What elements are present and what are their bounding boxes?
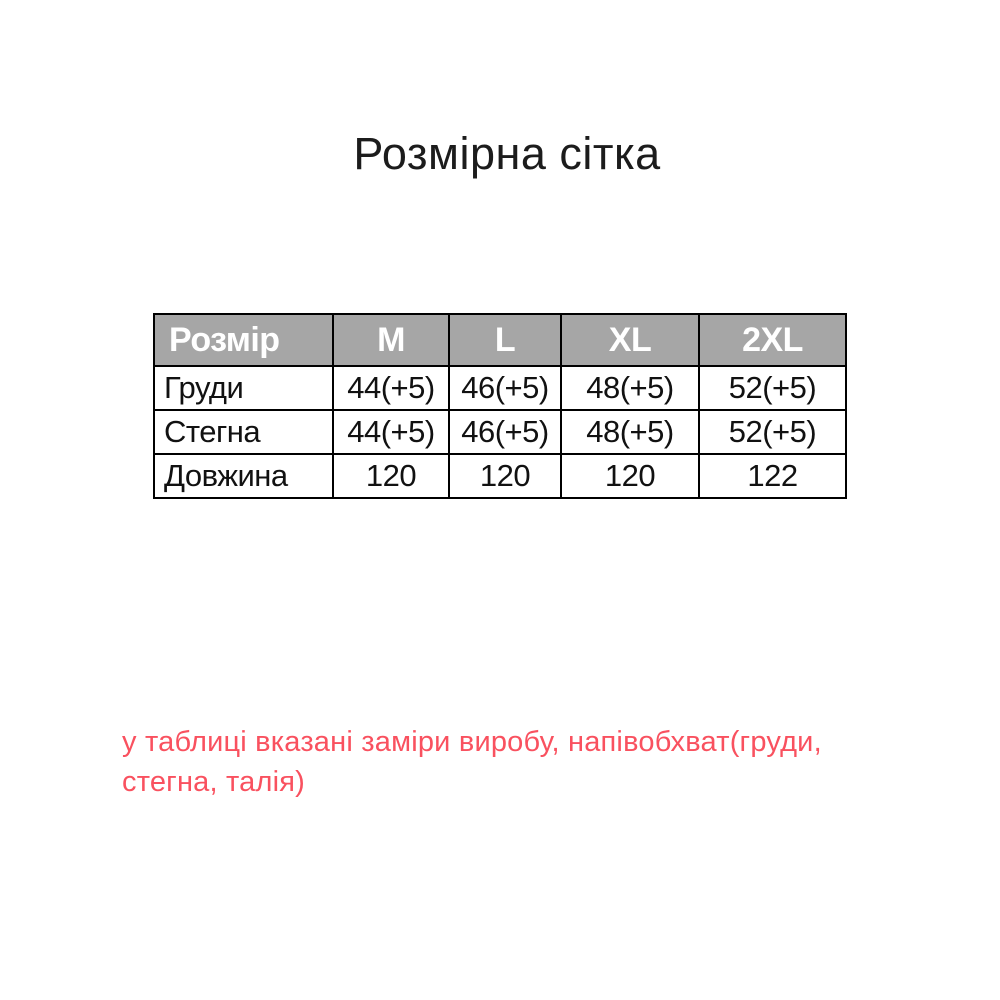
table-row-length [154, 454, 846, 498]
cell-chest-m: 44(+5) [333, 366, 449, 410]
cell-length-2xl: 122 [699, 454, 846, 498]
column-header-m: M [333, 314, 449, 366]
size-table [153, 313, 847, 499]
column-header-xl: XL [561, 314, 699, 366]
cell-length-m: 120 [333, 454, 449, 498]
table-row-hips [154, 410, 846, 454]
column-header-2xl: 2XL [699, 314, 846, 366]
row-label-hips: Стегна [154, 410, 333, 454]
measurement-note: у таблиці вказані заміри виробу, напівобхват(груди, стегна, талія) [122, 726, 822, 798]
cell-hips-m: 44(+5) [333, 410, 449, 454]
cell-hips-xl: 48(+5) [561, 410, 699, 454]
cell-chest-2xl: 52(+5) [699, 366, 846, 410]
cell-chest-xl: 48(+5) [561, 366, 699, 410]
size-table-header [154, 314, 846, 366]
cell-hips-2xl: 52(+5) [699, 410, 846, 454]
header-row [154, 314, 846, 366]
page-title: Розмірна сітка [353, 128, 661, 179]
cell-length-xl: 120 [561, 454, 699, 498]
cell-hips-l: 46(+5) [449, 410, 561, 454]
cell-length-l: 120 [449, 454, 561, 498]
row-label-length: Довжина [154, 454, 333, 498]
row-label-chest: Груди [154, 366, 333, 410]
column-header-l: L [449, 314, 561, 366]
cell-chest-l: 46(+5) [449, 366, 561, 410]
size-table-body [154, 366, 846, 498]
column-header-size: Розмір [154, 314, 333, 366]
table-row-chest [154, 366, 846, 410]
